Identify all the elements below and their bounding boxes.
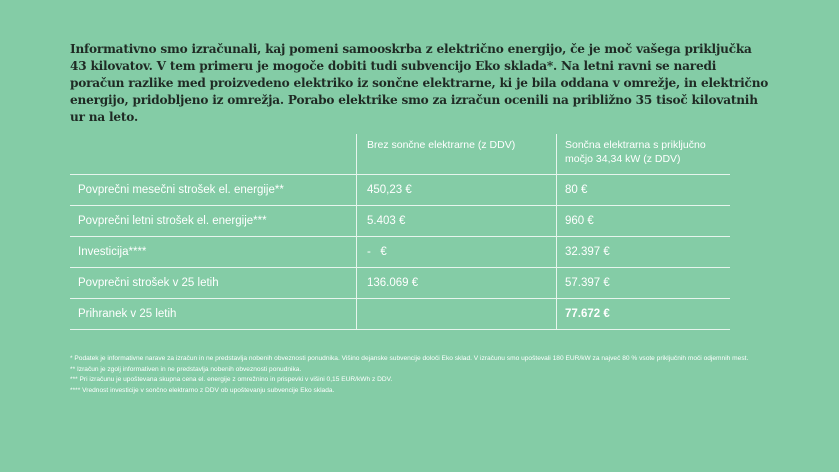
footnote: * Podatek je informativne narave za izračun in ne predstavlja nobenih obveznosti ponudnika. Višino dejanske subvencije določi Eko sklad. V izračunu smo upoštevali 180 EUR/kW za največ 80 % vsote priključnih moči odjemnih mest.	[70, 355, 749, 362]
table-row	[70, 175, 730, 206]
value-without-solar	[356, 299, 556, 329]
table-row	[70, 268, 730, 299]
row-label: Investicija****	[78, 246, 147, 258]
table-row	[70, 206, 730, 237]
intro-paragraph: Informativno smo izračunali, kaj pomeni samooskrba z električno energijo, če je moč vašega priključka 43 kilovatov. V tem primeru je mogoče dobiti tudi subvencijo Eko sklada*. Na letni ravni se naredi poračun razlike med proizvedeno elektriko iz sončne elektrarne, ki je bila oddana v omrežje, in električno energijo, pridobljeno iz omrežja. Porabo elektrike smo za izračun ocenili na približno 35 tisoč kilovatnih ur na leto.	[70, 42, 769, 124]
value-without-solar: 136.069 €	[356, 268, 556, 298]
row-label: Povprečni letni strošek el. energije***	[78, 215, 267, 227]
value-without-solar: 450,23 €	[356, 175, 556, 205]
value-with-solar: 960 €	[556, 206, 730, 236]
header-empty-cell	[70, 134, 356, 174]
row-label: Prihranek v 25 letih	[78, 308, 177, 320]
footnotes	[70, 354, 750, 396]
table-row	[70, 299, 730, 330]
savings-value: 77.672 €	[556, 299, 730, 329]
row-label: Povprečni mesečni strošek el. energije**	[78, 184, 284, 196]
footnote: ** Izračun je zgolj informativen in ne predstavlja nobenih obveznosti ponudnika.	[70, 365, 302, 373]
value-with-solar: 32.397 €	[556, 237, 730, 267]
value-without-solar: - €	[356, 237, 556, 267]
header-with-solar: Sončna elektrarna s priključno močjo 34,34 kW (z DDV)	[556, 134, 730, 174]
value-with-solar: 57.397 €	[556, 268, 730, 298]
table-row	[70, 237, 730, 268]
footnote: *** Pri izračunu je upoštevana skupna cena el. energije z omrežnino in prispevki v višini 0,15 EUR/kWh z DDV.	[70, 376, 393, 383]
cost-comparison-table	[70, 134, 730, 330]
value-without-solar: 5.403 €	[356, 206, 556, 236]
header-without-solar: Brez sončne elektrarne (z DDV)	[356, 134, 556, 174]
row-label: Povprečni strošek v 25 letih	[78, 277, 219, 289]
value-with-solar: 80 €	[556, 175, 730, 205]
footnote: **** Vrednost investicije v sončno elektrarno z DDV ob upoštevanju subvencije Eko sklada.	[70, 386, 335, 394]
table-header-row	[70, 134, 730, 175]
